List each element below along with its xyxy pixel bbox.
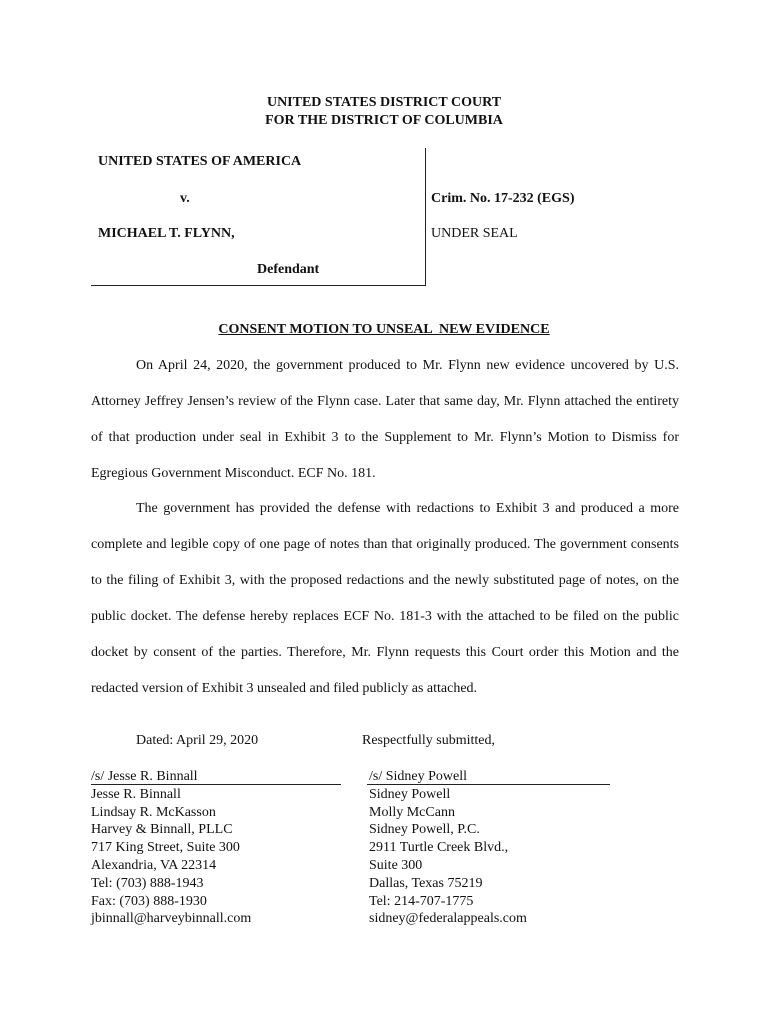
caption-bottom-rule	[91, 285, 426, 286]
paragraph-text: On April 24, 2020, the government produced to Mr. Flynn new evidence uncovered by U.S. Attorney Jeffrey Jensen’s review of the Flynn case. Later that same day, Mr. Flynn attached the entirety of that production under seal in Exhibit 3 to the Supplement to Mr. Flynn’s Motion to Dismiss for Egregious Government Misconduct. ECF No. 181.	[91, 358, 679, 481]
fax-line: Fax: (703) 888-1930	[91, 893, 207, 909]
counsel-name: Sidney Powell	[369, 786, 451, 802]
email-line: sidney@federalappeals.com	[369, 911, 527, 927]
defendant-name: MICHAEL T. FLYNN,	[98, 226, 235, 241]
firm-name: Harvey & Binnall, PLLC	[91, 822, 233, 838]
email-line: jbinnall@harveybinnall.com	[91, 911, 252, 927]
defendant-label: Defendant	[257, 262, 320, 277]
firm-name: Sidney Powell, P.C.	[369, 822, 480, 838]
address-line: 717 King Street, Suite 300	[91, 840, 240, 856]
body-paragraph-1	[91, 348, 679, 492]
respectfully-submitted: Respectfully submitted,	[362, 733, 495, 748]
versus-label: v.	[180, 191, 190, 206]
paragraph-text: The government has provided the defense with redactions to Exhibit 3 and produced a more complete and legible copy of one page of notes than that originally produced. The government consents to the filing of Exhibit 3, with the proposed redactions and the newly substituted page of notes, on the public docket. The defense hereby replaces ECF No. 181-3 with the attached to be filed on the public docket by consent of the parties. Therefore, Mr. Flynn requests this Court order this Motion and the redacted version of Exhibit 3 unsealed and filed publicly as attached.	[91, 501, 679, 696]
court-heading	[0, 94, 768, 130]
plaintiff-name: UNITED STATES OF AMERICA	[98, 154, 302, 169]
seal-status: UNDER SEAL	[431, 226, 518, 241]
phone-line: Tel: 214-707-1775	[369, 893, 474, 909]
motion-title: CONSENT MOTION TO UNSEAL NEW EVIDENCE	[218, 322, 550, 337]
court-district: FOR THE DISTRICT OF COLUMBIA	[265, 113, 503, 128]
phone-line: Tel: (703) 888-1943	[91, 875, 204, 891]
address-line: Alexandria, VA 22314	[91, 857, 217, 873]
counsel-name: Jesse R. Binnall	[91, 786, 181, 802]
address-line: 2911 Turtle Creek Blvd.,	[369, 840, 509, 856]
case-number: Crim. No. 17-232 (EGS)	[431, 191, 575, 206]
address-line: Suite 300	[369, 857, 423, 873]
body-paragraph-2	[91, 491, 679, 707]
address-line: Dallas, Texas 75219	[369, 875, 483, 891]
left-signature: /s/ Jesse R. Binnall	[91, 769, 198, 784]
right-signature: /s/ Sidney Powell	[369, 769, 468, 784]
caption-vertical-divider	[425, 148, 426, 286]
right-signature-block	[369, 768, 527, 928]
left-signature-block	[91, 768, 251, 928]
court-name: UNITED STATES DISTRICT COURT	[266, 95, 502, 110]
dated-line: Dated: April 29, 2020	[136, 733, 259, 748]
counsel-name: Lindsay R. McKasson	[91, 804, 216, 820]
counsel-name: Molly McCann	[369, 804, 455, 820]
